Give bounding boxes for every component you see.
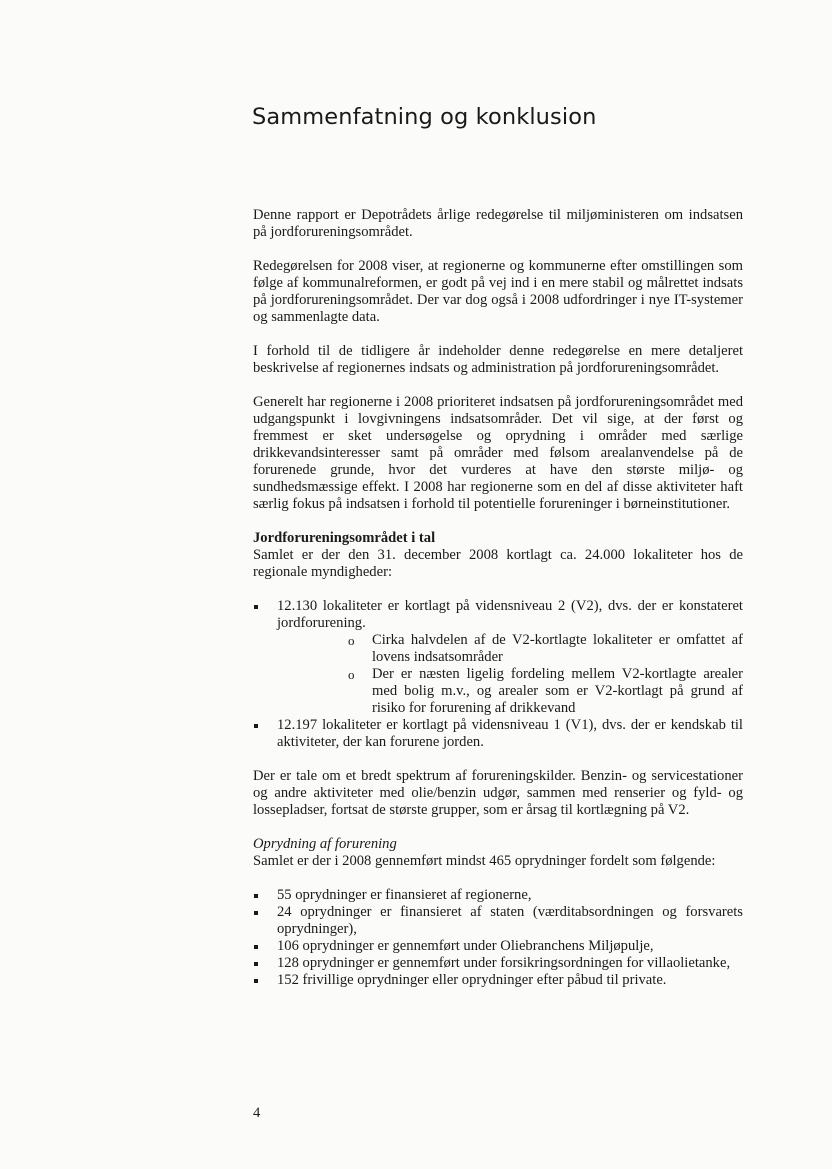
- page-number: 4: [253, 1105, 261, 1121]
- list-item: 12.197 lokaliteter er kortlagt på vidensniveau 1 (V1), dvs. der er kendskab til aktiviteter, der kan forurene jorden.: [253, 717, 743, 751]
- bullet-list: [253, 598, 743, 751]
- section-heading: Oprydning af forurening: [253, 836, 397, 852]
- list-item: 106 oprydninger er gennemført under Oliebranchens Miljøpulje,: [253, 938, 743, 955]
- paragraph: Generelt har regionerne i 2008 prioriteret indsatsen på jordforureningsområdet med udgangspunkt i lovgivningens indsatsområder. Det vil sige, at der først og fremmest er sket undersøgelse og oprydning i områder med særlige drikkevandsinteresser samt på områder med følsom arealanvendelse på de forurenede grunde, hvor det vurderes at have den største miljø- og sundhedsmæssige effekt. I 2008 har regionerne som en del af disse aktiviteter haft særlig fokus på indsatsen i forhold til potentielle forureninger i børneinstitutioner.: [253, 394, 743, 512]
- section-intro: Samlet er der den 31. december 2008 kortlagt ca. 24.000 lokaliteter hos de regionale myndigheder:: [253, 547, 743, 580]
- section-heading: Jordforureningsområdet i tal: [253, 530, 436, 546]
- list-item: [253, 598, 743, 717]
- list-item: 152 frivillige oprydninger eller oprydninger efter påbud til private.: [253, 972, 743, 989]
- sub-list-item: o Der er næsten ligelig fordeling mellem V2-kortlagte arealer med bolig m.v., og arealer som er V2-kortlagt på grund af risiko for forurening af drikkevand: [348, 666, 743, 717]
- bullet-list: [253, 887, 743, 989]
- sub-list-item: o Cirka halvdelen af de V2-kortlagte lokaliteter er omfattet af lovens indsatsområder: [348, 632, 743, 666]
- list-item-text: 12.130 lokaliteter er kortlagt på vidensniveau 2 (V2), dvs. der er konstateret jordforurening.: [277, 598, 743, 631]
- document-body: [253, 207, 743, 1006]
- section-intro: Samlet er der i 2008 gennemført mindst 465 oprydninger fordelt som følgende:: [253, 853, 716, 869]
- paragraph: Denne rapport er Depotrådets årlige redegørelse til miljøministeren om indsatsen på jordforureningsområdet.: [253, 207, 743, 240]
- paragraph: Redegørelsen for 2008 viser, at regionerne og kommunerne efter omstillingen som følge af kommunalreformen, er godt på vej ind i en mere stabil og målrettet indsats på jordforureningsområdet. Der var dog også i 2008 udfordringer i nye IT-systemer og sammenlagte data.: [253, 258, 743, 325]
- list-item: 128 oprydninger er gennemført under forsikringsordningen for villaolietanke,: [253, 955, 743, 972]
- page-title: Sammenfatning og konklusion: [252, 104, 597, 130]
- list-item: 55 oprydninger er finansieret af regionerne,: [253, 887, 743, 904]
- paragraph: I forhold til de tidligere år indeholder denne redegørelse en mere detaljeret beskrivelse af regionernes indsats og administration på jordforureningsområdet.: [253, 343, 743, 376]
- list-item: 24 oprydninger er finansieret af staten (værditabsordningen og forsvarets oprydninger),: [253, 904, 743, 938]
- paragraph: Der er tale om et bredt spektrum af forureningskilder. Benzin- og servicestationer og andre aktiviteter med olie/benzin udgør, sammen med renserier og fyld- og lossepladser, fortsat de største grupper, som er årsag til kortlægning på V2.: [253, 768, 743, 818]
- sub-list: [277, 632, 743, 717]
